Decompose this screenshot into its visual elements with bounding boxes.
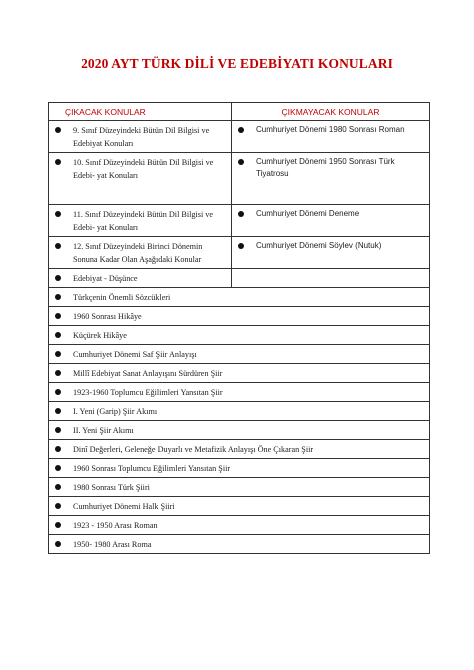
bullet-icon xyxy=(238,127,244,133)
included-topic: 10. Sınıf Düzeyindeki Bütün Dil Bilgisi ve Edebi- yat Konuları xyxy=(73,158,214,180)
bullet-icon xyxy=(55,465,61,471)
header-cikacak-label: ÇIKACAK KONULAR xyxy=(65,106,146,117)
table-row xyxy=(49,307,430,326)
bullet-icon xyxy=(238,159,244,165)
bullet-icon xyxy=(55,127,61,133)
table-row xyxy=(49,478,430,497)
table-row xyxy=(49,269,430,288)
bullet-icon xyxy=(55,408,61,414)
table-row xyxy=(49,516,430,535)
table-row xyxy=(49,153,430,205)
included-topic: Küçürek Hikâye xyxy=(73,331,127,340)
included-topic: 1960 Sonrası Hikâye xyxy=(73,312,142,321)
topics-table xyxy=(48,102,430,554)
included-topic: 1950- 1980 Arası Roma xyxy=(73,540,152,549)
bullet-icon xyxy=(55,446,61,452)
header-cikacak xyxy=(49,103,232,121)
included-topic: Millî Edebiyat Sanat Anlayışını Sürdüren Şiir xyxy=(73,369,223,378)
excluded-topic: Cumhuriyet Dönemi 1950 Sonrası Türk Tiyatrosu xyxy=(256,157,395,178)
bullet-icon xyxy=(55,294,61,300)
bullet-icon xyxy=(55,503,61,509)
bullet-icon xyxy=(238,211,244,217)
bullet-icon xyxy=(55,159,61,165)
included-topic: 1960 Sonrası Toplumcu Eğilimleri Yansıtan Şiir xyxy=(73,464,231,473)
bullet-icon xyxy=(55,370,61,376)
excluded-topic: Cumhuriyet Dönemi 1980 Sonrası Roman xyxy=(256,125,405,134)
included-topic: Cumhuriyet Dönemi Saf Şiir Anlayışı xyxy=(73,350,197,359)
included-topic: 12. Sınıf Düzeyindeki Birinci Dönemin Sonuna Kadar Olan Aşağıdaki Konular xyxy=(73,242,203,264)
bullet-icon xyxy=(55,332,61,338)
bullet-icon xyxy=(55,211,61,217)
included-topic: 1980 Sonrası Türk Şiiri xyxy=(73,483,150,492)
table-row xyxy=(49,459,430,478)
included-topic: 11. Sınıf Düzeyindeki Bütün Dil Bilgisi ve Edebi- yat Konuları xyxy=(73,210,214,232)
table-row xyxy=(49,237,430,269)
table-row xyxy=(49,205,430,237)
bullet-icon xyxy=(55,541,61,547)
bullet-icon xyxy=(55,275,61,281)
included-topic: Dinî Değerleri, Geleneğe Duyarlı ve Metafizik Anlayışı Öne Çıkaran Şiir xyxy=(73,445,314,454)
bullet-icon xyxy=(55,313,61,319)
included-topic: Türkçenin Önemli Sözcükleri xyxy=(73,293,171,302)
table-row xyxy=(49,326,430,345)
table-row xyxy=(49,364,430,383)
bullet-icon xyxy=(55,389,61,395)
header-cikmayacak: ÇIKMAYACAK KONULAR xyxy=(232,103,430,121)
table-row xyxy=(49,383,430,402)
table-header-row xyxy=(49,103,430,121)
table-row xyxy=(49,121,430,153)
bullet-icon xyxy=(55,484,61,490)
table-row xyxy=(49,497,430,516)
excluded-topic: Cumhuriyet Dönemi Deneme xyxy=(256,209,360,218)
included-topic: 1923 - 1950 Arası Roman xyxy=(73,521,158,530)
included-topic: 9. Sınıf Düzeyindeki Bütün Dil Bilgisi ve Edebiyat Konuları xyxy=(73,126,210,148)
table-row xyxy=(49,288,430,307)
table-row xyxy=(49,402,430,421)
bullet-icon xyxy=(55,427,61,433)
table-row xyxy=(49,345,430,364)
table-row xyxy=(49,440,430,459)
included-topic: II. Yeni Şiir Akımı xyxy=(73,426,134,435)
table-row xyxy=(49,535,430,554)
included-topic: I. Yeni (Garip) Şiir Akımı xyxy=(73,407,158,416)
bullet-icon xyxy=(55,522,61,528)
included-topic: Cumhuriyet Dönemi Halk Şiiri xyxy=(73,502,175,511)
excluded-topic: Cumhuriyet Dönemi Söylev (Nutuk) xyxy=(256,241,382,250)
page-title: 2020 AYT TÜRK DİLİ VE EDEBİYATI KONULARI xyxy=(81,56,393,71)
table-row xyxy=(49,421,430,440)
bullet-icon xyxy=(55,351,61,357)
bullet-icon xyxy=(55,243,61,249)
bullet-icon xyxy=(238,243,244,249)
included-topic: Edebiyat - Düşünce xyxy=(73,274,138,283)
included-topic: 1923-1960 Toplumcu Eğilimleri Yansıtan Şiir xyxy=(73,388,223,397)
